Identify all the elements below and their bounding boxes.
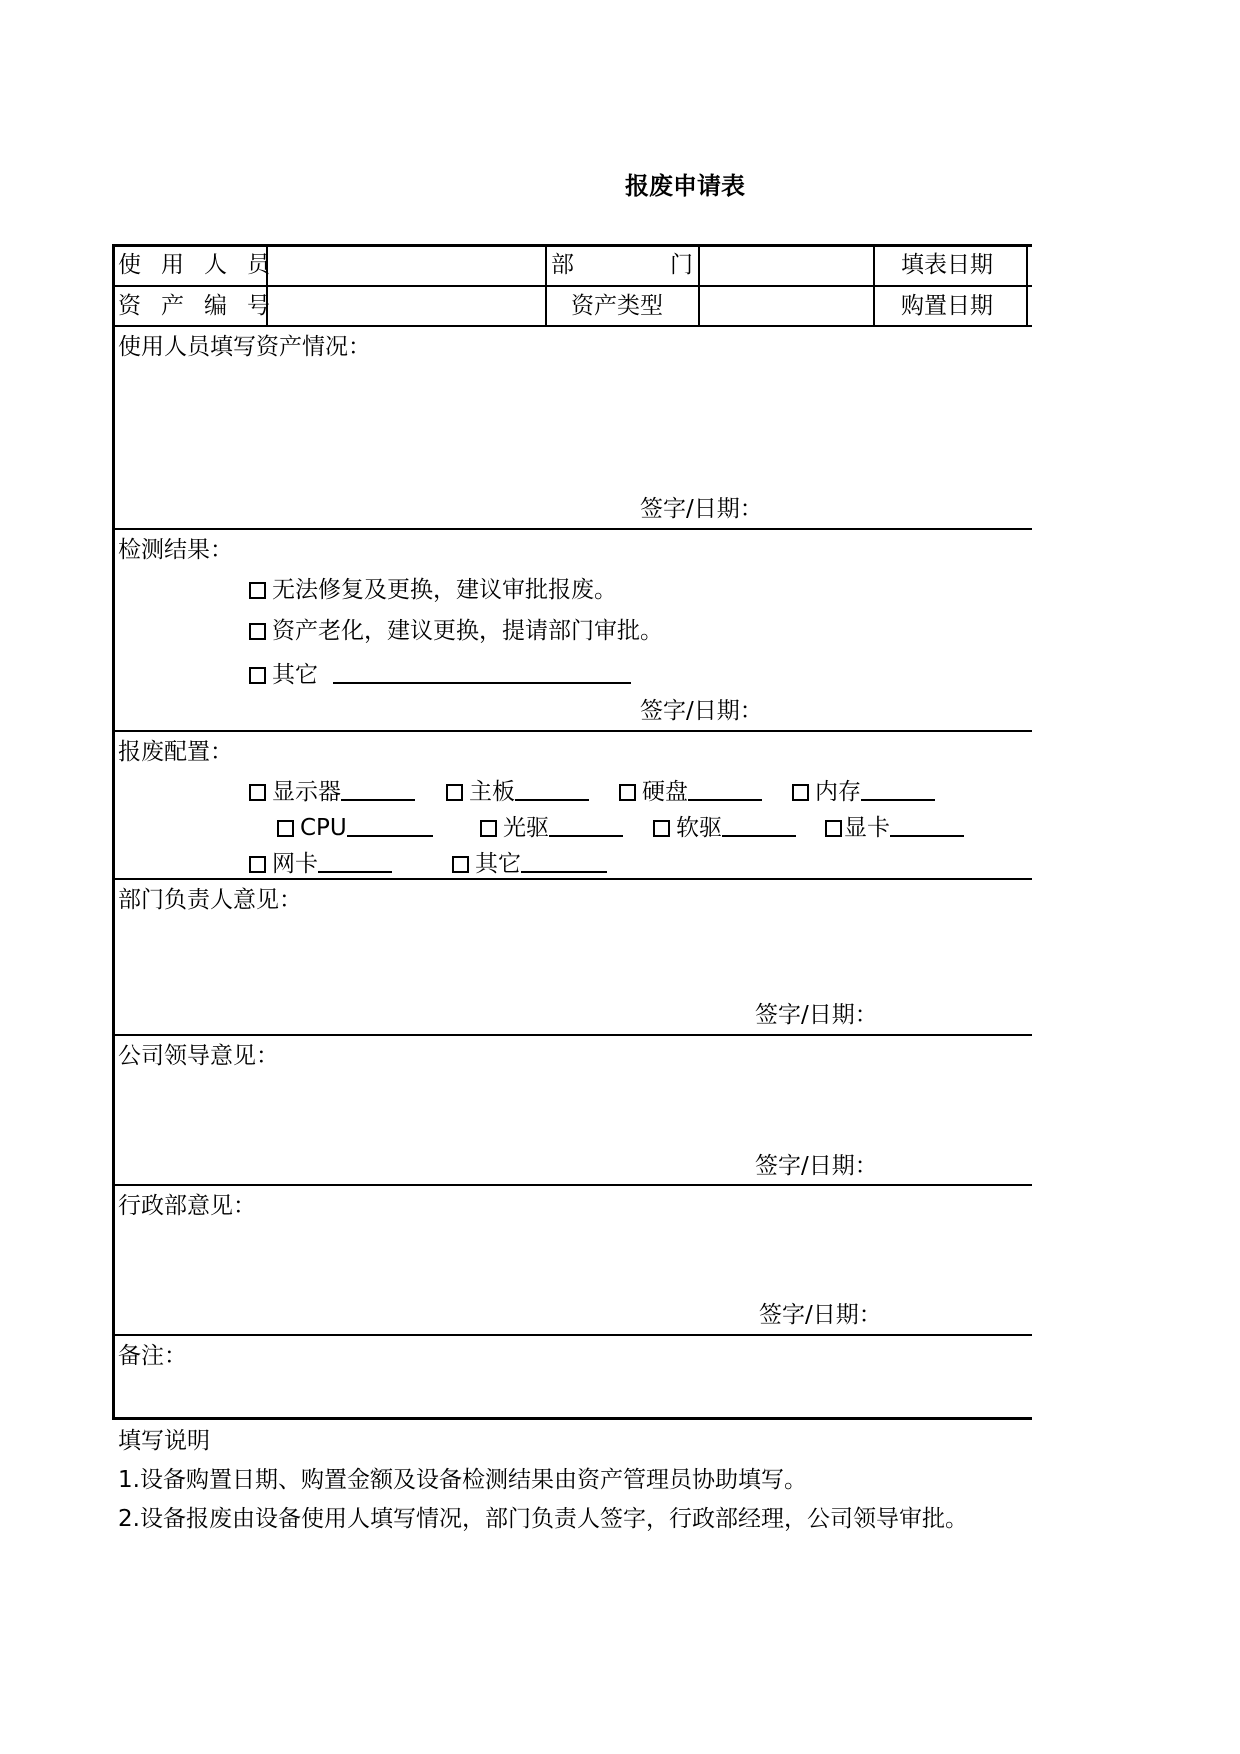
dept-label-part-2: 门 [670,252,693,278]
user-field[interactable] [270,249,543,283]
section-divider-3 [112,878,1032,880]
inspection-sign: 签字/日期： [640,698,763,724]
checkbox-icon[interactable] [249,856,266,873]
user-situation-sign: 签字/日期： [640,496,763,522]
dept-head-label: 部门负责人意见： [118,887,302,913]
checkbox-icon[interactable] [653,820,670,837]
checkbox-icon[interactable] [825,820,842,837]
leader-field[interactable] [118,1074,1018,1154]
form-title: 报废申请表 [625,172,745,200]
dept-head-field[interactable] [118,918,1018,1003]
inspection-label: 检测结果： [118,537,233,563]
checkbox-icon[interactable] [249,582,266,599]
header-col-divider-3 [698,244,700,327]
admin-sign: 签字/日期： [759,1302,882,1328]
form-bottom-border [112,1417,1032,1420]
config-item-motherboard[interactable]: 主板 [446,777,589,804]
asset-no-field[interactable] [270,289,543,323]
config-item-optical-drive[interactable]: 光驱 [480,813,623,840]
section-divider-5 [112,1184,1032,1186]
dept-field[interactable] [702,249,871,283]
instructions-heading: 填写说明 [118,1428,210,1454]
other-reason-blank[interactable] [333,660,631,684]
user-label: 使用人员 [118,252,290,278]
config-item-graphics-card[interactable]: 显卡 [825,813,964,840]
checkbox-icon[interactable] [249,784,266,801]
user-situation-field[interactable] [118,365,1018,495]
user-situation-label: 使用人员填写资产情况： [118,334,371,360]
header-col-divider-2 [545,244,547,327]
admin-field[interactable] [118,1224,1018,1304]
section-divider-6 [112,1334,1032,1336]
checkbox-icon[interactable] [249,623,266,640]
asset-type-field[interactable] [702,289,871,323]
header-right-border [1026,244,1028,327]
header-col-divider-4 [873,244,875,327]
instruction-line-1: 1.设备购置日期、购置金额及设备检测结果由资产管理员协助填写。 [118,1467,807,1493]
remarks-field[interactable] [118,1374,1018,1414]
checkbox-icon[interactable] [619,784,636,801]
checkbox-icon[interactable] [277,820,294,837]
checkbox-icon[interactable] [249,667,266,684]
asset-type-label: 资产类型 [571,293,663,319]
scrap-config-label: 报废配置： [118,739,233,765]
inspection-option-2[interactable]: 资产老化，建议更换，提请部门审批。 [249,620,663,643]
leader-label: 公司领导意见： [118,1043,279,1069]
remarks-label: 备注： [118,1343,187,1369]
config-item-monitor[interactable]: 显示器 [249,777,415,804]
config-item-network-card[interactable]: 网卡 [249,849,392,876]
header-bottom-border [112,325,1032,327]
checkbox-icon[interactable] [792,784,809,801]
config-item-other[interactable]: 其它 [452,849,607,876]
checkbox-icon[interactable] [446,784,463,801]
checkbox-icon[interactable] [480,820,497,837]
checkbox-icon[interactable] [452,856,469,873]
config-item-floppy-drive[interactable]: 软驱 [653,813,796,840]
config-item-cpu[interactable]: CPU [277,813,433,840]
section-divider-2 [112,730,1032,732]
admin-label: 行政部意见： [118,1193,256,1219]
inspection-option-3[interactable]: 其它 [249,660,631,687]
instruction-line-2: 2.设备报废由设备使用人填写情况，部门负责人签字，行政部经理，公司领导审批。 [118,1506,968,1532]
dept-head-sign: 签字/日期： [755,1002,878,1028]
leader-sign: 签字/日期： [755,1153,878,1179]
form-left-border [112,244,115,1420]
dept-label-part-1: 部 [551,252,574,278]
fill-date-label: 填表日期 [901,252,993,278]
config-item-harddisk[interactable]: 硬盘 [619,777,762,804]
section-divider-4 [112,1034,1032,1036]
purchase-date-label: 购置日期 [901,293,993,319]
inspection-option-1[interactable]: 无法修复及更换，建议审批报废。 [249,579,617,602]
header-row-divider [112,285,1032,287]
form-top-border [112,244,1032,247]
section-divider-1 [112,528,1032,530]
asset-no-label: 资产编号 [118,293,290,319]
config-item-memory[interactable]: 内存 [792,777,935,804]
